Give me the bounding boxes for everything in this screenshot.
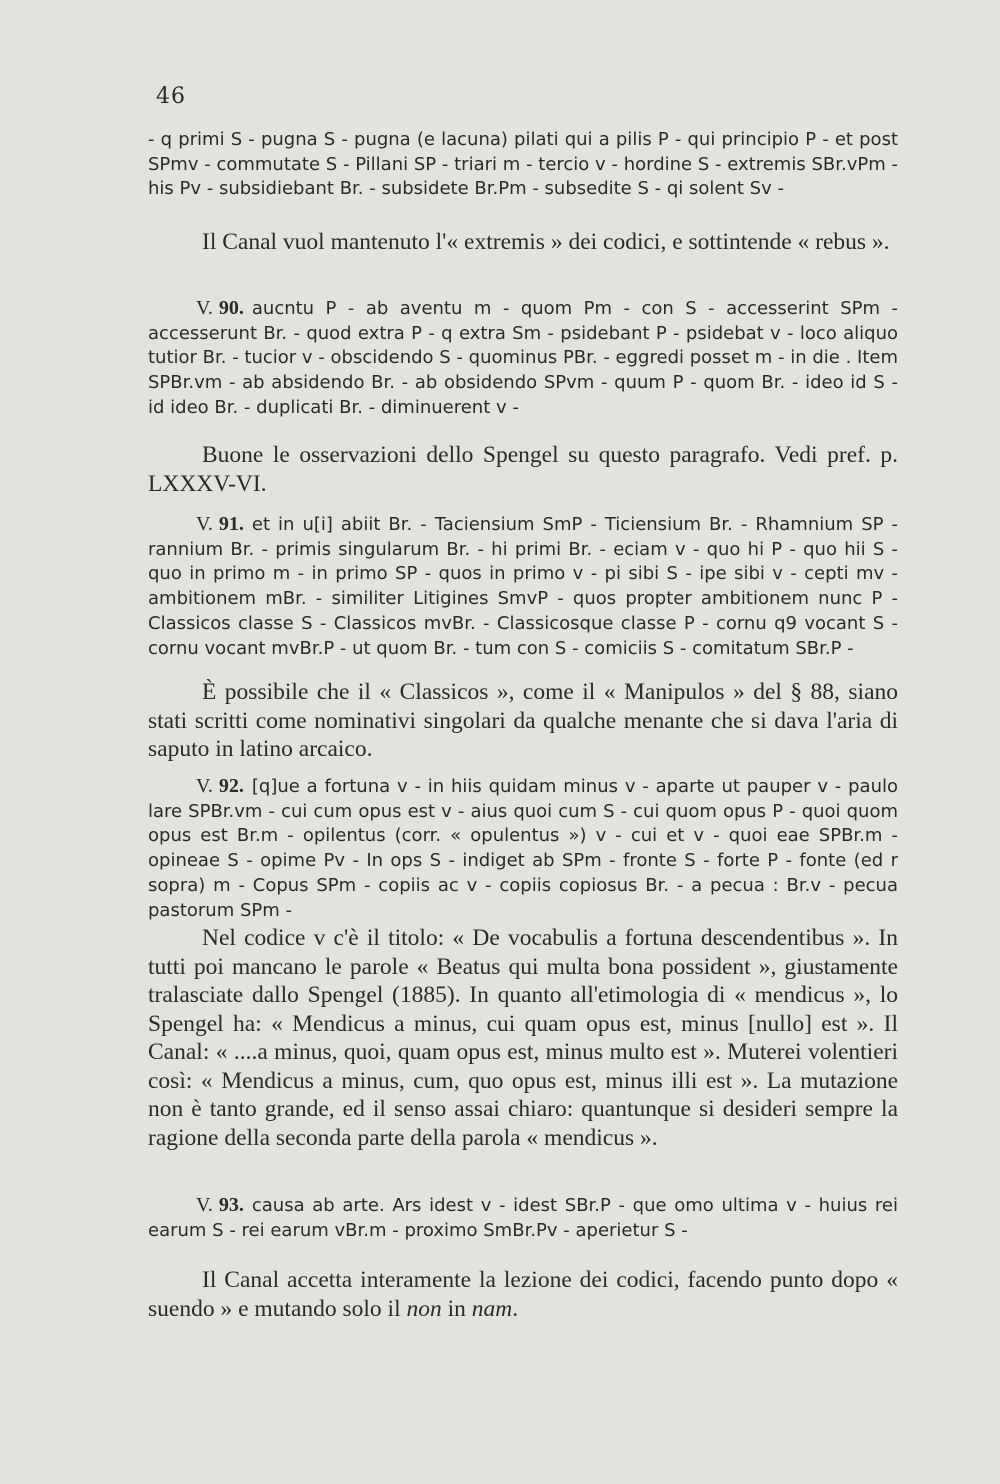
section-number: 90. bbox=[218, 297, 244, 319]
apparatus-notes-93 bbox=[148, 1193, 898, 1243]
apparatus-notes-92 bbox=[148, 774, 898, 923]
commentary-92 bbox=[148, 924, 898, 1152]
commentary-91 bbox=[148, 678, 898, 764]
note-body: aucntu P - ab aventu m - quom Pm - con S - accesserint SPm - accesserunt Br. - quod extra P - q extra Sm - psidebant P - psidebat v - loco aliquo tutior Br. - tucior v - obscidendo S - quominus PBr. - eggredi posset m - in die . Item SPBr.vm - ab absidendo Br. - ab obsidendo SPvm - quum P - quom Br. - ideo id S - id ideo Br. - duplicati Br. - diminuerent v - bbox=[148, 298, 899, 418]
paragraph-text bbox=[148, 512, 898, 661]
verse-label: V. bbox=[196, 297, 213, 319]
text-middle: in bbox=[441, 1295, 472, 1322]
text-before: Il Canal accetta interamente la lezione dei codici, facendo punto dopo « suendo » e mutando solo il bbox=[148, 1267, 898, 1322]
paragraph-text bbox=[148, 1266, 898, 1323]
paragraph-text: - q primi S - pugna S - pugna (e lacuna) pilati qui a pilis P - qui principio P - et post SPmv - commutate S - Pillani SP - triari m - tercio v - hordine S - extremis SBr.vPm - his Pv - subsidiebant Br. - subsidete Br.Pm - subsedite S - qi solent Sv - bbox=[148, 129, 898, 200]
commentary-93 bbox=[148, 1266, 898, 1323]
paragraph-text: Il Canal vuol mantenuto l'« extremis » dei codici, e sottintende « rebus ». bbox=[202, 229, 890, 255]
section-number: 93. bbox=[218, 1194, 244, 1216]
italic-word: non bbox=[406, 1295, 442, 1322]
verse-label: V. bbox=[196, 513, 213, 535]
verse-label: V. bbox=[196, 775, 213, 797]
page-number: 46 bbox=[156, 84, 186, 109]
paragraph-text bbox=[148, 296, 898, 421]
paragraph-text bbox=[148, 774, 898, 923]
italic-word: nam bbox=[471, 1295, 513, 1322]
apparatus-notes-89 bbox=[148, 128, 898, 202]
text-after: . bbox=[512, 1295, 519, 1322]
paragraph-text: Nel codice v c'è il titolo: « De vocabulis a fortuna descendentibus ». In tutti poi mancano le parole « Beatus qui multa bona possident », giustamente tralasciate dallo Spengel (1885). In quanto all'etimologia di « mendicus », lo Spengel ha: « Mendicus a minus, cui quam opus est, minus [nullo] est ». Il Canal: « ....a minus, quoi, quam opus est, minus multo est ». Muterei volentieri così: « Mendicus a minus, cum, quo opus est, minus illi est ». La mutazione non è tanto grande, ed il senso assai chiaro: quantunque si desideri sempre la ragione della seconda parte della parola « mendicus ». bbox=[148, 925, 898, 1151]
verse-label: V. bbox=[196, 1194, 213, 1216]
note-body: [q]ue a fortuna v - in hiis quidam minus v - aparte ut pauper v - paulo lare SPBr.vm - cui cum opus est v - aius quoi cum S - cui quom opus P - quoi quom opus est Br.m - opilentus (corr. « opulentus ») v - cui et v - quoi eae SPBr.m - opineae S - opime Pv - In ops S - indiget ab SPm - fronte S - forte P - fonte (ed r sopra) m - Copus SPm - copiis ac v - copiis copiosus Br. - a pecua : Br.v - pecua pastorum SPm - bbox=[148, 776, 898, 921]
note-body: causa ab arte. Ars idest v - idest SBr.P - que omo ultima v - huius rei earum S - rei earum vBr.m - proximo SmBr.Pv - aperietur S - bbox=[148, 1195, 898, 1241]
paragraph-text bbox=[148, 1193, 898, 1243]
paragraph-text: È possibile che il « Classicos », come il « Manipulos » del § 88, siano stati scritti come nominativi singolari da qualche menante che si dava l'aria di saputo in latino arcaico. bbox=[148, 679, 898, 762]
paragraph-text: Buone le osservazioni dello Spengel su questo paragrafo. Vedi pref. p. LXXXV-VI. bbox=[148, 442, 898, 497]
section-number: 92. bbox=[218, 775, 244, 797]
apparatus-notes-91 bbox=[148, 512, 898, 661]
note-body: et in u[i] abiit Br. - Taciensium SmP - Ticiensium Br. - Rhamnium SP - rannium Br. - primis singularum Br. - hi primi Br. - eciam v - quo hi P - quo hii S - quo in primo m - in primo SP - quos in primo v - pi sibi S - ipe sibi v - cepti mv - ambitionem mBr. - similiter Litigines SmvP - quos propter ambitionem nunc P - Classicos classe S - Classicos mvBr. - Classicosque classe P - cornu q9 vocant S - cornu vocant mvBr.P - ut quom Br. - tum con S - comiciis S - comitatum SBr.P - bbox=[148, 514, 898, 659]
commentary-89 bbox=[148, 228, 898, 257]
commentary-90 bbox=[148, 441, 898, 498]
section-number: 91. bbox=[218, 513, 244, 535]
apparatus-notes-90 bbox=[148, 296, 898, 421]
